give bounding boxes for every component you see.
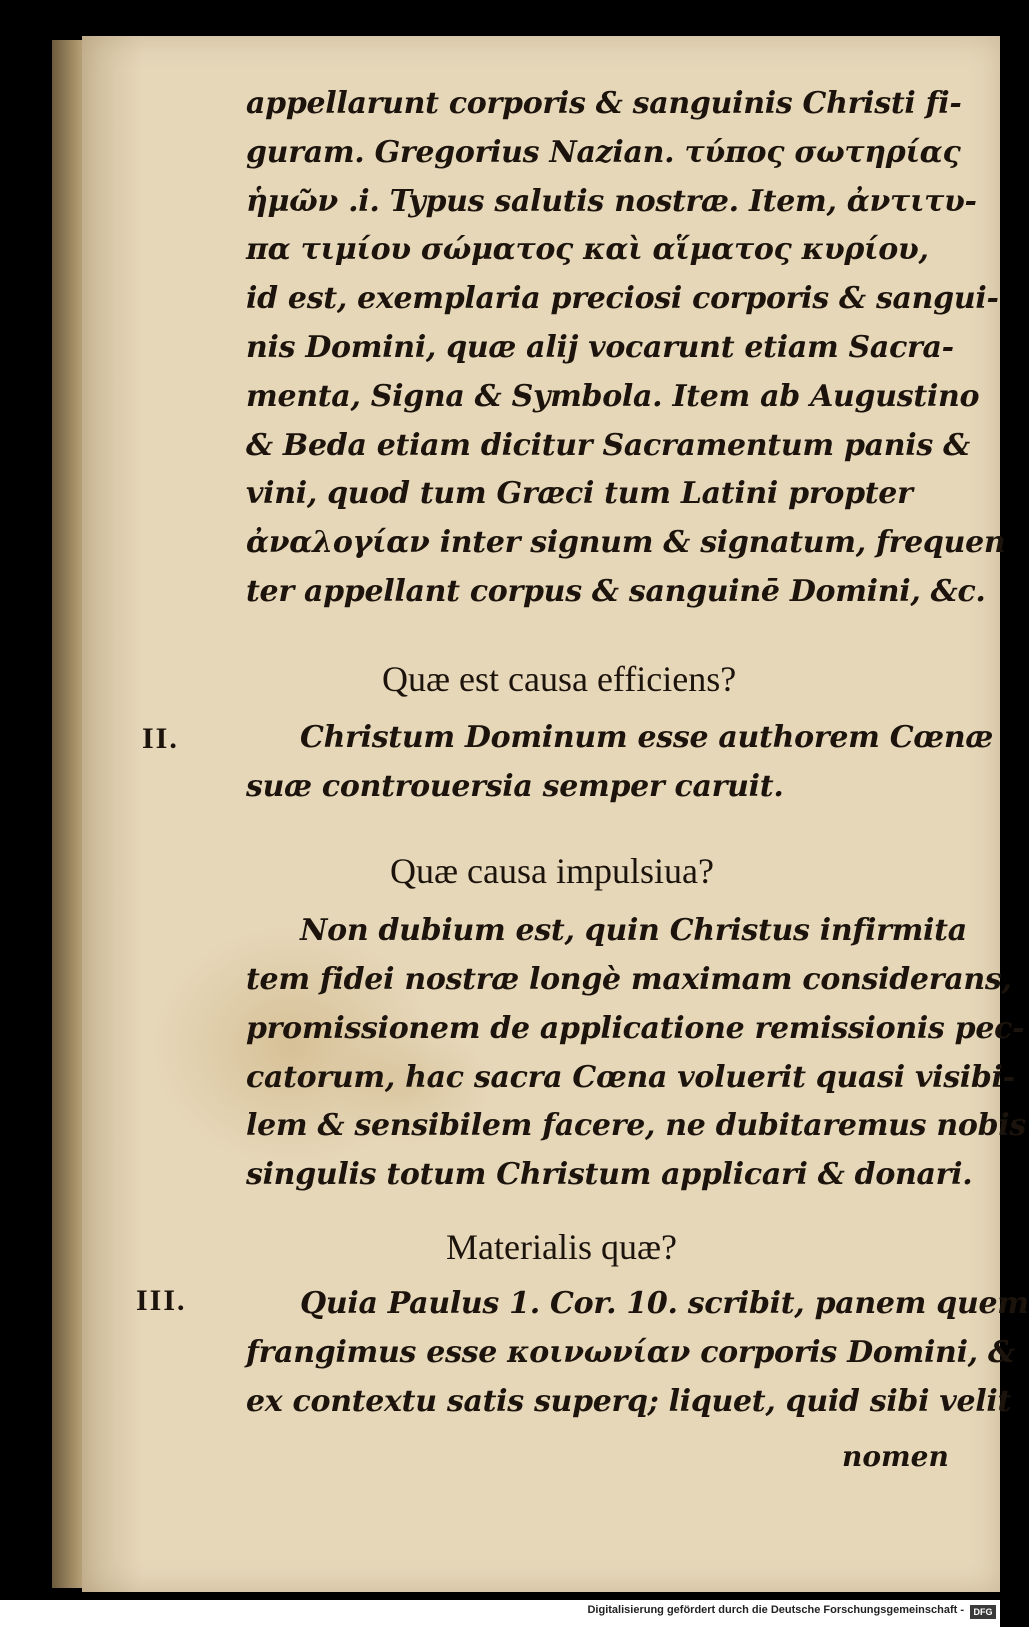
text-line: suæ controuersia semper caruit. xyxy=(246,769,784,804)
marginal-numeral-iii: III. xyxy=(136,1284,187,1317)
text-line: ex contextu satis superq; liquet, quid sibi velit xyxy=(246,1383,1012,1419)
paragraph-continuation xyxy=(246,80,1006,617)
question-heading-impulsive-cause: Quæ causa impulsiua? xyxy=(390,851,714,891)
answer-impulsive-cause-rest xyxy=(246,956,1026,1200)
text-line: lem & sensibilem facere, ne dubitaremus nobis xyxy=(246,1108,1026,1144)
text-line: ἡμῶν .i. Typus salutis nostræ. Item, ἀντιτυ- xyxy=(246,183,977,219)
text-line: catorum, hac sacra Cœna voluerit quasi visibi- xyxy=(246,1059,1015,1095)
digitization-footer xyxy=(0,1600,1000,1627)
text-line: & Beda etiam dicitur Sacramentum panis & xyxy=(246,427,970,463)
text-line: singulis totum Christum applicari & donari. xyxy=(246,1157,973,1193)
marginal-numeral-ii: II. xyxy=(142,722,179,755)
text-line: id est, exemplaria preciosi corporis & sangui- xyxy=(246,281,999,317)
funding-notice: Digitalisierung gefördert durch die Deutsche Forschungsgemeinschaft - xyxy=(587,1604,964,1616)
text-line: vini, quod tum Græci tum Latini propter xyxy=(246,476,913,512)
text-line: tem fidei nostræ longè maximam considerans, xyxy=(246,962,1012,997)
text-line: frangimus esse κοινωνίαν corporis Domini, & xyxy=(246,1335,1015,1370)
text-line: Quia Paulus 1. Cor. 10. scribit, panem quem xyxy=(300,1286,1029,1321)
text-line: Non dubium est, quin Christus infirmita xyxy=(300,913,967,948)
text-line: menta, Signa & Symbola. Item ab Augustino xyxy=(246,378,980,414)
answer-efficient-cause-rest xyxy=(246,763,946,812)
text-line: ἀναλογίαν inter signum & signatum, frequen xyxy=(246,525,1006,561)
text-line: ter appellant corpus & sanguinē Domini, &c. xyxy=(246,573,986,609)
text-line: promissionem de applicatione remissionis pec- xyxy=(246,1010,1025,1046)
text-line: πα τιμίου σώματος καὶ αἵματος κυρίου, xyxy=(246,232,929,268)
catchword: nomen xyxy=(842,1440,949,1473)
answer-material-cause-first-line xyxy=(300,1280,1029,1329)
question-heading-material-cause: Materialis quæ? xyxy=(446,1227,677,1267)
text-line: nis Domini, quæ alij vocarunt etiam Sacra- xyxy=(246,329,954,365)
answer-efficient-cause-first-line xyxy=(300,714,993,763)
text-line: appellarunt corporis & sanguinis Christi fi- xyxy=(246,86,962,121)
text-line: guram. Gregorius Nazian. τύπος σωτηρίας xyxy=(246,134,961,170)
dfg-logo-icon: DFG xyxy=(970,1605,996,1619)
question-heading-efficient-cause: Quæ est causa efficiens? xyxy=(382,659,737,699)
answer-material-cause-rest xyxy=(246,1329,1015,1427)
answer-impulsive-cause-first-line xyxy=(300,907,967,956)
text-line: Christum Dominum esse authorem Cœnæ xyxy=(300,720,993,755)
